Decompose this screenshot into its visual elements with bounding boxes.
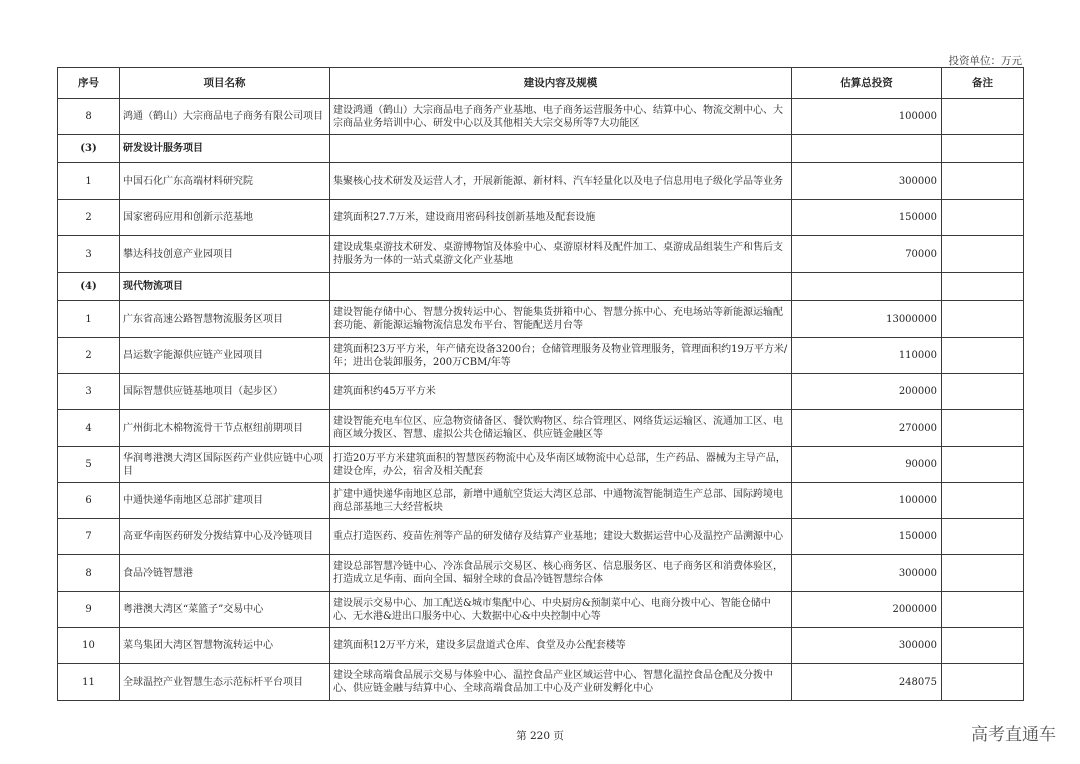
cell-remark	[942, 273, 1024, 301]
table-row	[58, 483, 1024, 519]
table-row	[58, 374, 1024, 410]
cell-investment: 300000	[792, 163, 942, 200]
cell-seq: 9	[58, 592, 120, 628]
table-row	[58, 200, 1024, 236]
cell-content: 建筑面积27.7万米，建设商用密码科技创新基地及配套设施	[330, 200, 792, 236]
cell-remark	[942, 163, 1024, 200]
table-row	[58, 99, 1024, 135]
watermark: 高考直通车	[971, 725, 1056, 745]
header-name: 项目名称	[120, 68, 330, 99]
cell-remark	[942, 410, 1024, 447]
investment-unit-note: 投资单位：万元	[948, 55, 1022, 67]
page-number: 第 220 页	[516, 730, 564, 742]
cell-content: 建设全球高端食品展示交易与体验中心、温控食品产业区域运营中心、智慧化温控食品仓配及分拨中心、供应链金融与结算中心、全球高端食品加工中心及产业研发孵化中心	[330, 664, 792, 701]
cell-seq: 8	[58, 555, 120, 592]
cell-project-name: 粤港澳大湾区“菜篮子”交易中心	[120, 592, 330, 628]
cell-investment: 200000	[792, 374, 942, 410]
cell-remark	[942, 374, 1024, 410]
table-header-row	[58, 68, 1024, 99]
cell-project-name: 国际智慧供应链基地项目（起步区）	[120, 374, 330, 410]
cell-seq: 2	[58, 200, 120, 236]
cell-content: 建设智能充电车位区、应急物资储备区、餐饮购物区、综合管理区、网络货运运输区、流通加工区、电商区域分拨区、智慧、虚拟公共仓储运输区、供应链金融区等	[330, 410, 792, 447]
cell-content: 建设鸿通（鹤山）大宗商品电子商务产业基地、电子商务运营服务中心、结算中心、物流交割中心、大宗商品业务培训中心、研发中心以及其他相关大宗交易所等7大功能区	[330, 99, 792, 135]
cell-investment	[792, 135, 942, 163]
cell-seq: 11	[58, 664, 120, 701]
header-remark: 备注	[942, 68, 1024, 99]
cell-content: 建筑面积12万平方米，建设多层盘道式仓库、食堂及办公配套楼等	[330, 628, 792, 664]
cell-investment: 90000	[792, 447, 942, 483]
cell-project-name: 华润粤港澳大湾区国际医药产业供应链中心项目	[120, 447, 330, 483]
cell-project-name: 现代物流项目	[120, 273, 330, 301]
cell-project-name: 国家密码应用和创新示范基地	[120, 200, 330, 236]
cell-content	[330, 135, 792, 163]
header-seq: 序号	[58, 68, 120, 99]
cell-investment: 300000	[792, 555, 942, 592]
cell-remark	[942, 99, 1024, 135]
cell-investment: 70000	[792, 236, 942, 273]
header-content: 建设内容及规模	[330, 68, 792, 99]
table-row	[58, 410, 1024, 447]
cell-project-name: 菜鸟集团大湾区智慧物流转运中心	[120, 628, 330, 664]
cell-content	[330, 273, 792, 301]
cell-remark	[942, 592, 1024, 628]
cell-investment: 100000	[792, 483, 942, 519]
cell-project-name: 全球温控产业智慧生态示范标杆平台项目	[120, 664, 330, 701]
cell-seq: 6	[58, 483, 120, 519]
section-row	[58, 135, 1024, 163]
cell-seq: 10	[58, 628, 120, 664]
cell-content: 建设成集桌游技术研发、桌游博物馆及体验中心、桌游原材料及配件加工、桌游成品组装生产和售后支持服务为一体的一站式桌游文化产业基地	[330, 236, 792, 273]
cell-remark	[942, 236, 1024, 273]
cell-investment: 100000	[792, 99, 942, 135]
cell-seq: 4	[58, 410, 120, 447]
cell-project-name: 广州街北木棉物流骨干节点枢纽前期项目	[120, 410, 330, 447]
cell-remark	[942, 519, 1024, 555]
cell-project-name: 研发设计服务项目	[120, 135, 330, 163]
cell-project-name: 食品冷链智慧港	[120, 555, 330, 592]
cell-project-name: 鸿通（鹤山）大宗商品电子商务有限公司项目	[120, 99, 330, 135]
cell-content: 建设展示交易中心、加工配送&城市集配中心、中央厨房&预制菜中心、电商分拨中心、智能仓储中心、无水港&进出口服务中心、大数据中心&中央控制中心等	[330, 592, 792, 628]
cell-investment: 2000000	[792, 592, 942, 628]
table-row	[58, 447, 1024, 483]
cell-seq: 3	[58, 236, 120, 273]
cell-seq: 1	[58, 301, 120, 338]
section-row	[58, 273, 1024, 301]
cell-project-name: 攀达科技创意产业园项目	[120, 236, 330, 273]
cell-content: 扩建中通快递华南地区总部，新增中通航空货运大湾区总部、中通物流智能制造生产总部、国际跨境电商总部基地三大经营板块	[330, 483, 792, 519]
cell-content: 建筑面积23万平方米，年产储充设备3200台；仓储管理服务及物业管理服务，管理面积约19万平方米/年；进出仓装卸服务，200万CBM/年等	[330, 338, 792, 374]
cell-content: 集聚核心技术研发及运营人才，开展新能源、新材料、汽车轻量化以及电子信息用电子级化学品等业务	[330, 163, 792, 200]
cell-project-name: 中国石化广东高端材料研究院	[120, 163, 330, 200]
cell-seq: (3)	[58, 135, 120, 163]
cell-investment: 150000	[792, 200, 942, 236]
cell-remark	[942, 483, 1024, 519]
cell-remark	[942, 135, 1024, 163]
cell-project-name: 广东省高速公路智慧物流服务区项目	[120, 301, 330, 338]
cell-project-name: 昌运数字能源供应链产业园项目	[120, 338, 330, 374]
table-row	[58, 163, 1024, 200]
table-row	[58, 592, 1024, 628]
cell-remark	[942, 628, 1024, 664]
cell-remark	[942, 664, 1024, 701]
table-row	[58, 555, 1024, 592]
cell-seq: 1	[58, 163, 120, 200]
cell-seq: 8	[58, 99, 120, 135]
cell-seq: 7	[58, 519, 120, 555]
cell-content: 建设智能存储中心、智慧分拨转运中心、智能集货拼箱中心、智慧分拣中心、充电场站等新能源运输配套功能、新能源运输物流信息发布平台、智能配送月台等	[330, 301, 792, 338]
cell-project-name: 高亚华南医药研发分拨结算中心及冷链项目	[120, 519, 330, 555]
cell-seq: 3	[58, 374, 120, 410]
cell-investment: 150000	[792, 519, 942, 555]
cell-investment: 270000	[792, 410, 942, 447]
cell-content: 建设总部智慧冷链中心、冷冻食品展示交易区、核心商务区、信息服务区、电子商务区和消费体验区，打造成立足华南、面向全国、辐射全球的食品冷链智慧综合体	[330, 555, 792, 592]
cell-seq: 5	[58, 447, 120, 483]
cell-content: 建筑面积约45万平方米	[330, 374, 792, 410]
table-row	[58, 301, 1024, 338]
cell-content: 打造20万平方米建筑面积的智慧医药物流中心及华南区域物流中心总部，生产药品、器械为主导产品，建设仓库，办公，宿舍及相关配套	[330, 447, 792, 483]
cell-investment: 110000	[792, 338, 942, 374]
cell-remark	[942, 555, 1024, 592]
project-table	[57, 67, 1024, 701]
header-invest: 估算总投资	[792, 68, 942, 99]
cell-investment: 300000	[792, 628, 942, 664]
table-row	[58, 236, 1024, 273]
cell-investment	[792, 273, 942, 301]
cell-seq: 2	[58, 338, 120, 374]
cell-project-name: 中通快递华南地区总部扩建项目	[120, 483, 330, 519]
cell-investment: 13000000	[792, 301, 942, 338]
cell-investment: 248075	[792, 664, 942, 701]
table-row	[58, 338, 1024, 374]
cell-seq: (4)	[58, 273, 120, 301]
cell-remark	[942, 447, 1024, 483]
cell-remark	[942, 301, 1024, 338]
cell-remark	[942, 338, 1024, 374]
cell-content: 重点打造医药、疫苗佐剂等产品的研发储存及结算产业基地；建设大数据运营中心及温控产品溯源中心	[330, 519, 792, 555]
table-row	[58, 628, 1024, 664]
table-row	[58, 519, 1024, 555]
table-row	[58, 664, 1024, 701]
cell-remark	[942, 200, 1024, 236]
